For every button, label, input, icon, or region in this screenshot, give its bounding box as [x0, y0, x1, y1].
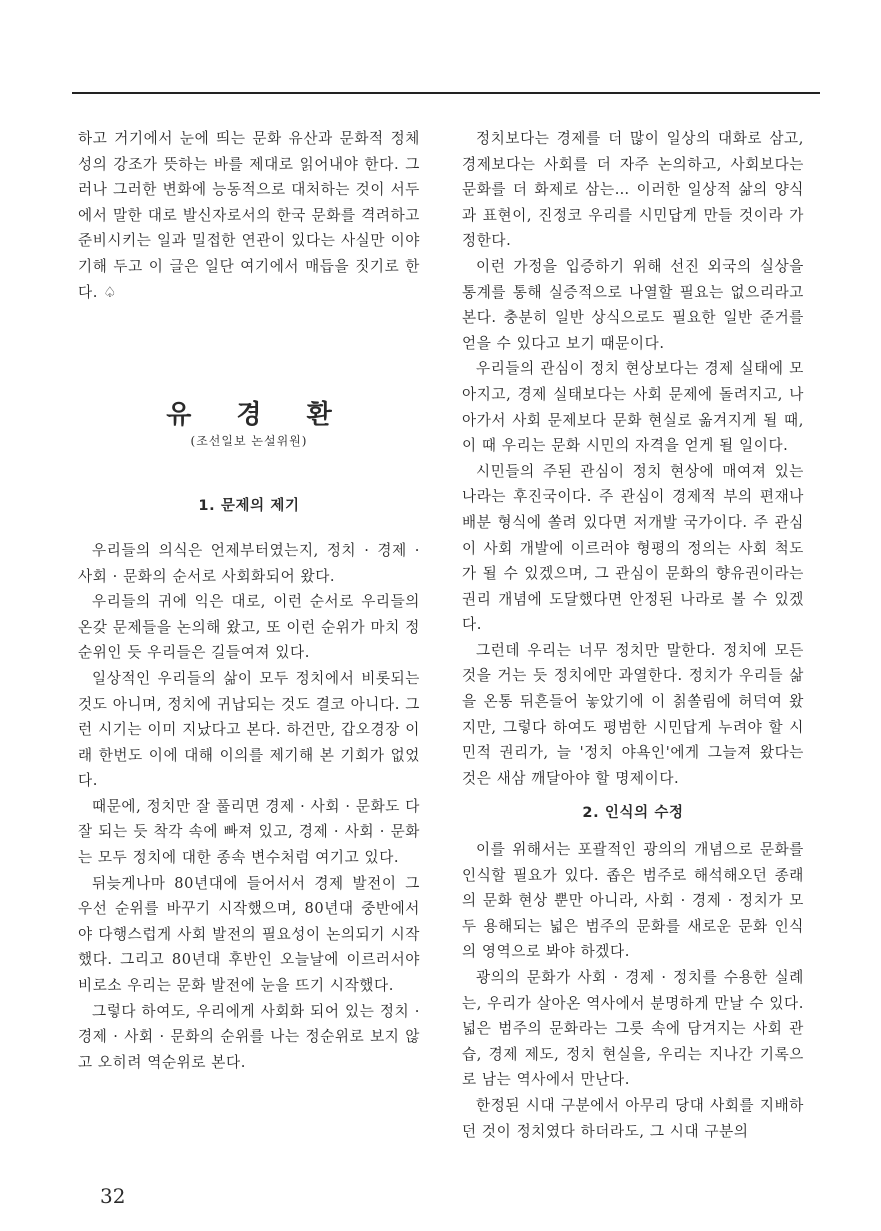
paragraph: 한정된 시대 구분에서 아무리 당대 사회를 지배하던 것이 정치였다 하더라도, 그 시대 구분의 — [462, 1096, 804, 1140]
paragraph: 시민들의 주된 관심이 정치 현상에 매여져 있는 나라는 후진국이다. 주 관심이 경제적 부의 편재나 배분 형식에 쏠려 있다면 저개발 국가이다. 주 관심이 사회 개발에 이르러야 형평의 정의는 사회 척도가 될 수 있겠으며, 그 관심이 문화의 향유권이라는 권리 개념에 도달했다면 안정된 나라로 볼 수 있겠다. — [462, 462, 804, 634]
paragraph: 광의의 문화가 사회 · 경제 · 정치를 수용한 실례는, 우리가 살아온 역사에서 분명하게 만날 수 있다. 넓은 범주의 문화라는 그릇 속에 담겨지는 사회 관습, 경제 제도, 정치 현실을, 우리는 지나간 기록으로 남는 역사에서 만난다. — [462, 969, 804, 1089]
paragraph: 일상적인 우리들의 삶이 모두 정치에서 비롯되는 것도 아니며, 정치에 귀납되는 것도 결코 아니다. 그런 시기는 이미 지났다고 본다. 하건만, 갑오경장 이래 한번도 이에 대해 이의를 제기해 본 기회가 없었다. — [78, 669, 420, 790]
previous-article-ending: 하고 거기에서 눈에 띄는 문화 유산과 문화적 정체성의 강조가 뜻하는 바를 제대로 읽어내야 한다. 그러나 그러한 변화에 능동적으로 대처하는 것이 서두에서 말한 대로 발신자로서의 한국 문화를 격려하고 준비시키는 일과 밀접한 연관이 있다는 사실만 이야기해 두고 이 글은 일단 여기에서 매듭을 짓기로 한다. ♤ — [78, 130, 420, 301]
author-affiliation: (조선일보 논설위원) — [190, 433, 308, 448]
paragraph: 뒤늦게나마 80년대에 들어서서 경제 발전이 그 우선 순위를 바꾸기 시작했으며, 80년대 중반에서야 다행스럽게 사회 발전의 필요성이 논의되기 시작했다. 그리고 80년대 후반인 오늘날에 이르러서야 비로소 우리는 문화 발전에 눈을 뜨기 시작했다. — [78, 874, 420, 995]
paragraph: 그렇다 하여도, 우리에게 사회화 되어 있는 정치 · 경제 · 사회 · 문화의 순위를 나는 정순위로 보지 않고 오히려 역순위로 본다. — [78, 1002, 420, 1071]
paragraph: 그런데 우리는 너무 정치만 말한다. 정치에 모든 것을 거는 듯 정치에만 과열한다. 정치가 우리들 삶을 온통 뒤흔들어 놓았기에 이 칡쏠림에 허덕여 왔지만, 그렇다 하여도 평범한 시민답게 누려야 할 시민적 권리가, 늘 '정치 야욕인'에게 그늘져 왔다는 것은 새삼 깨달아야 할 명제이다. — [462, 641, 804, 787]
end-mark-icon: ♤ — [103, 283, 117, 301]
paragraph: 때문에, 정치만 잘 풀리면 경제 · 사회 · 문화도 다 잘 되는 듯 착각 속에 빠져 있고, 경제 · 사회 · 문화는 모두 정치에 대한 종속 변수처럼 여기고 있다. — [78, 797, 420, 867]
paragraph: 정치보다는 경제를 더 많이 일상의 대화로 삼고, 경제보다는 사회를 더 자주 논의하고, 사회보다는 문화를 더 화제로 삼는… 이러한 일상적 삶의 양식과 표현이, 진정코 우리를 시민답게 만들 것이라 가정한다. — [462, 130, 804, 250]
author-name: 유 경 환 — [166, 400, 350, 431]
paragraph: 우리들의 관심이 정치 현상보다는 경제 실태에 모아지고, 경제 실태보다는 사회 문제에 돌려지고, 나아가서 사회 문제보다 문화 현실로 옮겨지게 될 때, 이 때 우리는 문화 시민의 자격을 얻게 될 일이다. — [462, 360, 804, 455]
section-2-heading: 2. 인식의 수정 — [582, 805, 684, 822]
header-rule — [72, 92, 820, 94]
page-number: 32 — [100, 1184, 126, 1208]
paragraph: 우리들의 귀에 익은 대로, 이런 순서로 우리들의 온갖 문제들을 논의해 왔고, 또 이런 순위가 마치 정순위인 듯 우리들은 길들여져 있다. — [78, 593, 420, 662]
right-column — [462, 126, 804, 1144]
paragraph: 우리들의 의식은 언제부터였는지, 정치 · 경제 · 사회 · 문화의 순서로 사회화되어 왔다. — [78, 541, 420, 585]
paragraph: 이런 가정을 입증하기 위해 선진 외국의 실상을 통계를 통해 실증적으로 나열할 필요는 없으리라고 본다. 충분히 일반 상식으로도 필요한 일반 준거를 얻을 수 있다고 보기 때문이다. — [462, 257, 804, 352]
section-1-heading: 1. 문제의 제기 — [198, 498, 300, 515]
paragraph: 이를 위해서는 포괄적인 광의의 개념으로 문화를 인식할 필요가 있다. 좁은 범주로 해석해오던 종래의 문화 현상 뿐만 아니라, 사회 · 경제 · 정치가 모두 용해되는 넓은 범주의 문화를 새로운 문화 인식의 영역으로 봐야 하겠다. — [462, 841, 804, 961]
left-column — [78, 126, 420, 1075]
